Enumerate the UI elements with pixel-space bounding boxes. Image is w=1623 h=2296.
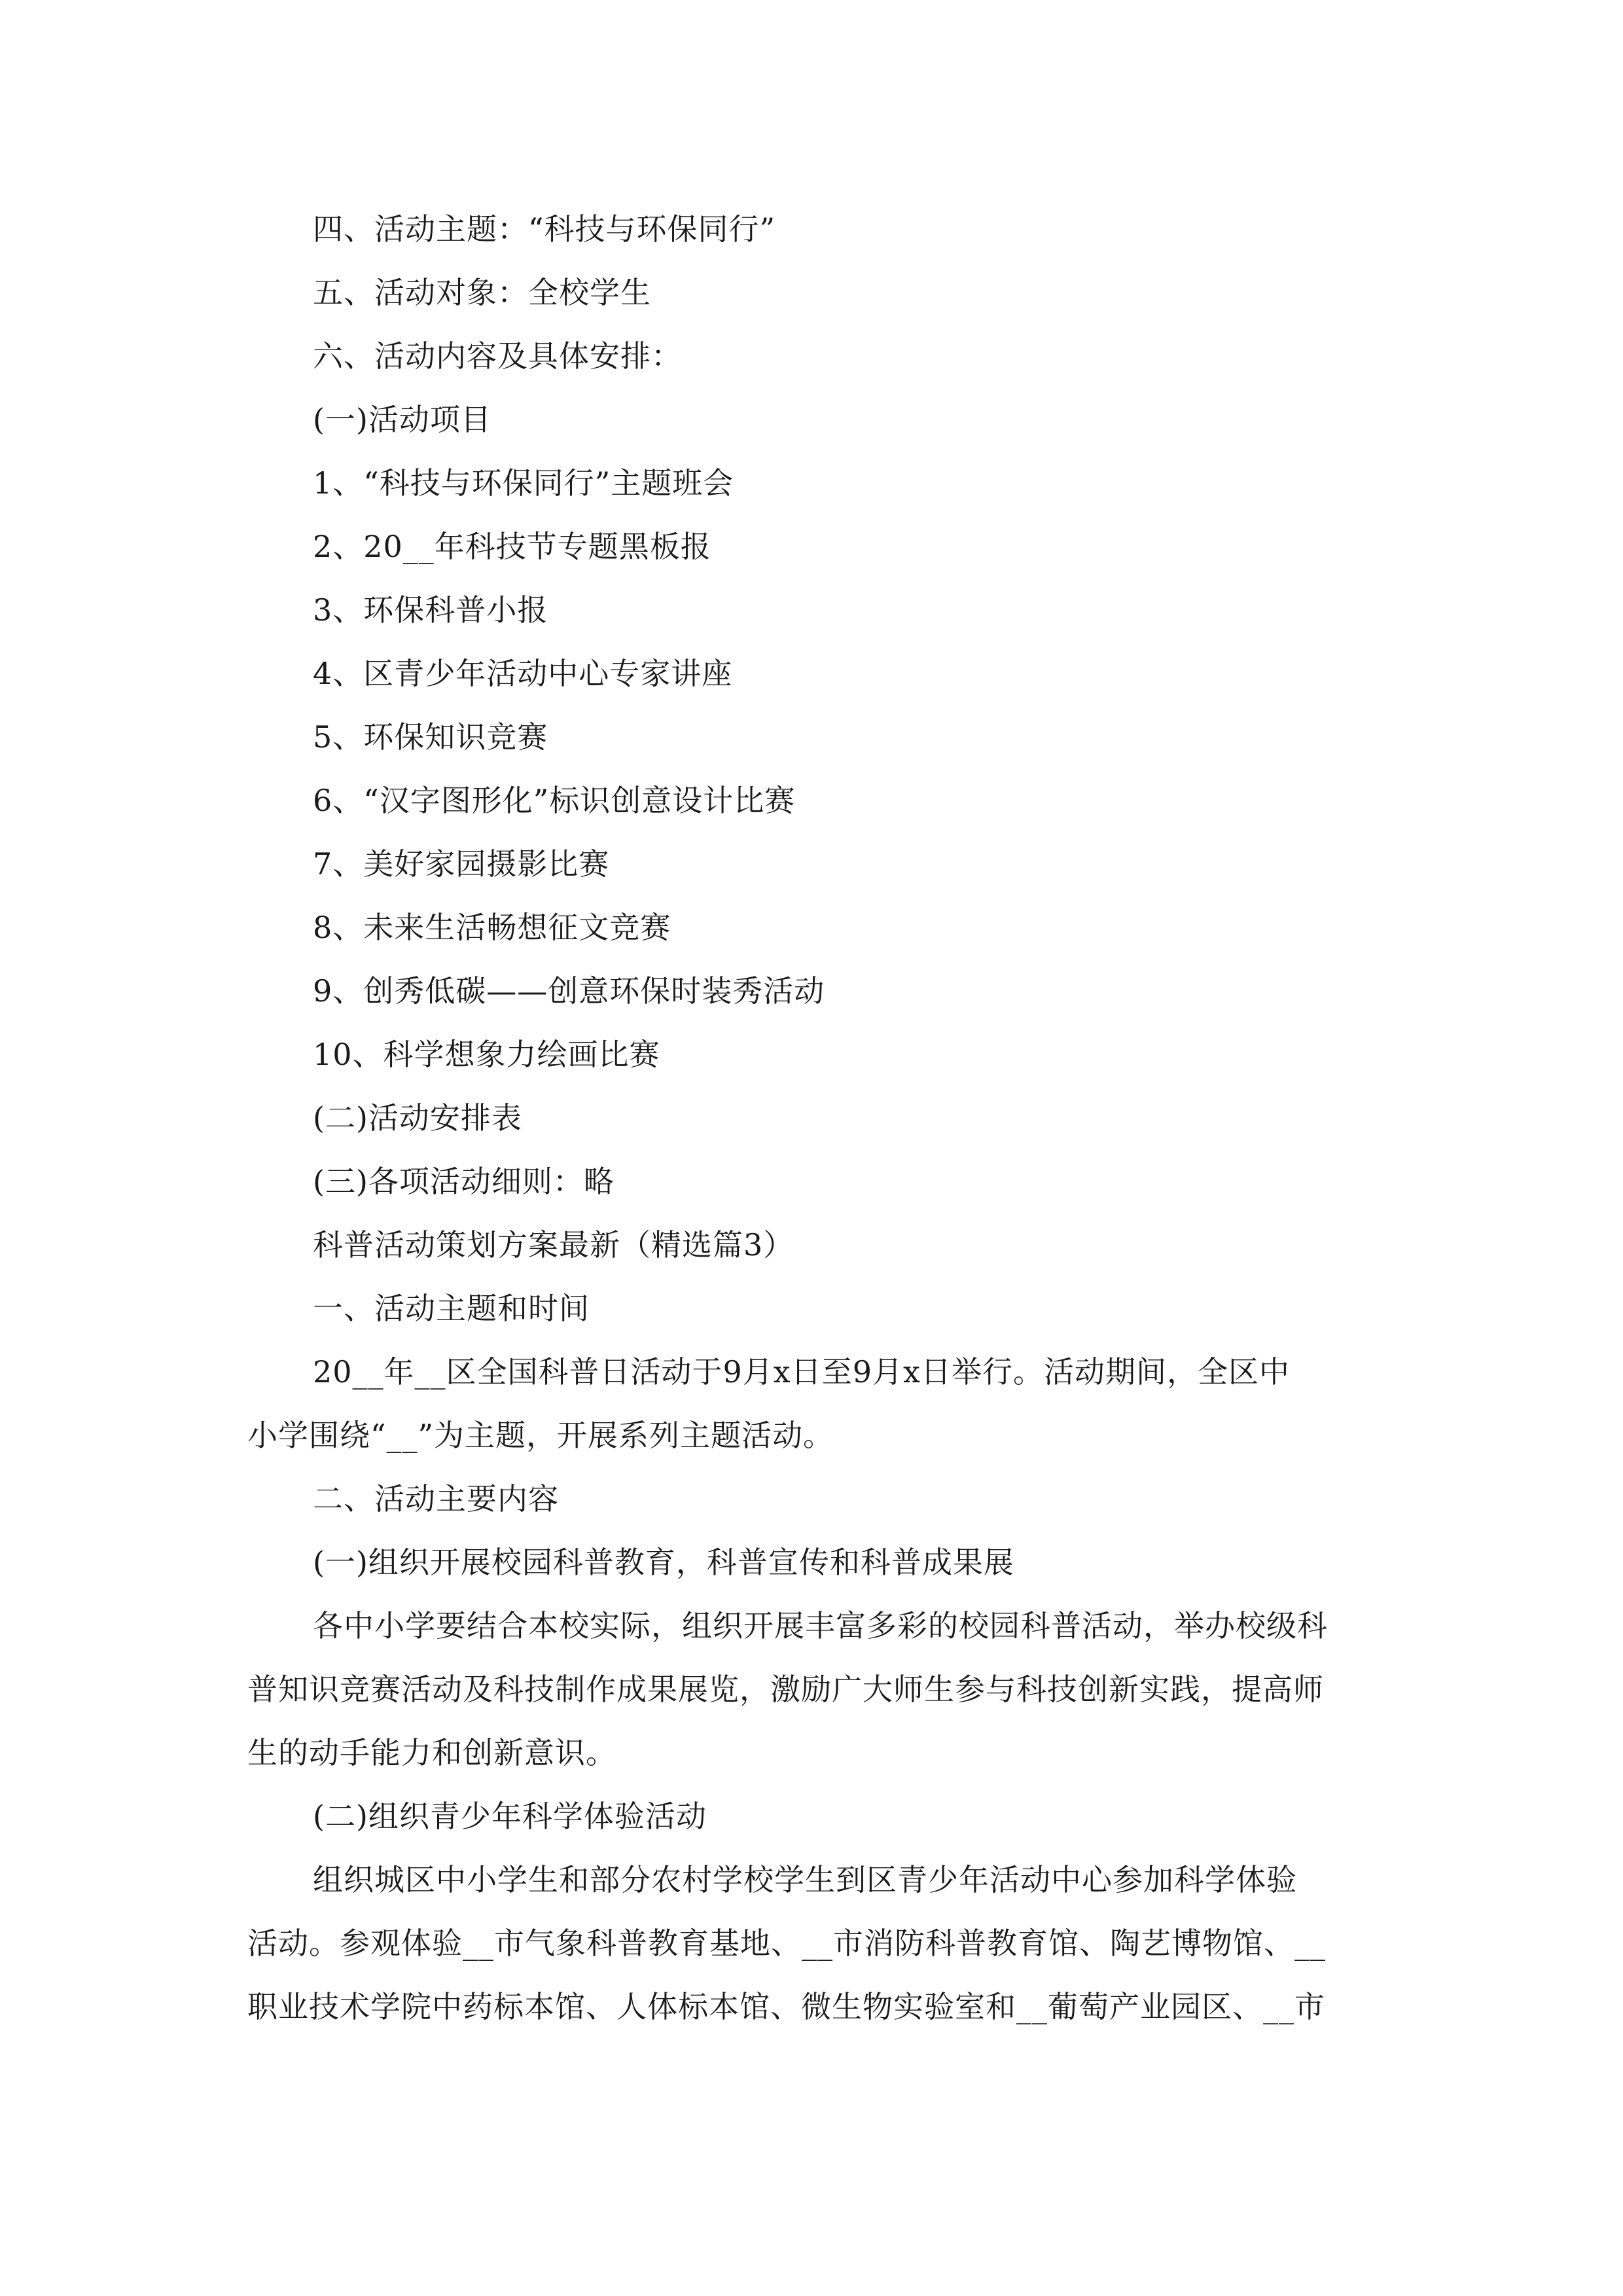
list-item: 9、创秀低碳——创意环保时装秀活动 [313, 973, 825, 1009]
paragraph-line: 各中小学要结合本校实际，组织开展丰富多彩的校园科普活动，举办校级科 [313, 1608, 1328, 1643]
paragraph-line: 生的动手能力和创新意识。 [247, 1735, 616, 1770]
paragraph-line: 小学围绕“__”为主题，开展系列主题活动。 [247, 1418, 834, 1453]
section-content-heading: 六、活动内容及具体安排： [313, 338, 682, 374]
list-item: 7、美好家园摄影比赛 [313, 846, 610, 882]
paragraph-line: 20__年__区全国科普日活动于9月x日至9月x日举行。活动期间，全区中 [313, 1354, 1290, 1390]
list-item: 4、区青少年活动中心专家讲座 [313, 656, 733, 691]
paragraph-line: 职业技术学院中药标本馆、人体标本馆、微生物实验室和__葡萄产业园区、__市 [247, 1989, 1325, 2024]
list-item: 3、环保科普小报 [313, 592, 548, 628]
paragraph-line: 普知识竞赛活动及科技制作成果展览，激励广大师生参与科技创新实践，提高师 [247, 1672, 1324, 1707]
list-item: 2、20__年科技节专题黑板报 [313, 529, 711, 564]
section-heading: 二、活动主要内容 [313, 1481, 559, 1516]
list-item: 6、“汉字图形化”标识创意设计比赛 [313, 783, 796, 818]
subsection-details: (三)各项活动细则：略 [313, 1164, 615, 1199]
paragraph-line: 活动。参观体验__市气象科普教育基地、__市消防科普教育馆、陶艺博物馆、__ [247, 1926, 1326, 1961]
subsection-heading: (一)组织开展校园科普教育，科普宣传和科普成果展 [313, 1545, 1014, 1580]
section-heading: 一、活动主题和时间 [313, 1291, 590, 1326]
subsection-schedule: (二)活动安排表 [313, 1100, 522, 1136]
list-item: 8、未来生活畅想征文竞赛 [313, 910, 671, 945]
article-title: 科普活动策划方案最新（精选篇3） [313, 1227, 794, 1263]
list-item: 5、环保知识竞赛 [313, 719, 548, 755]
list-item: 10、科学想象力绘画比赛 [313, 1037, 660, 1072]
list-item: 1、“科技与环保同行”主题班会 [313, 465, 734, 501]
subsection-heading: (二)组织青少年科学体验活动 [313, 1799, 707, 1834]
section-theme: 四、活动主题：“科技与环保同行” [313, 211, 776, 247]
paragraph-line: 组织城区中小学生和部分农村学校学生到区青少年活动中心参加科学体验 [313, 1862, 1297, 1897]
section-audience: 五、活动对象：全校学生 [313, 275, 651, 310]
subsection-projects: (一)活动项目 [313, 402, 491, 437]
